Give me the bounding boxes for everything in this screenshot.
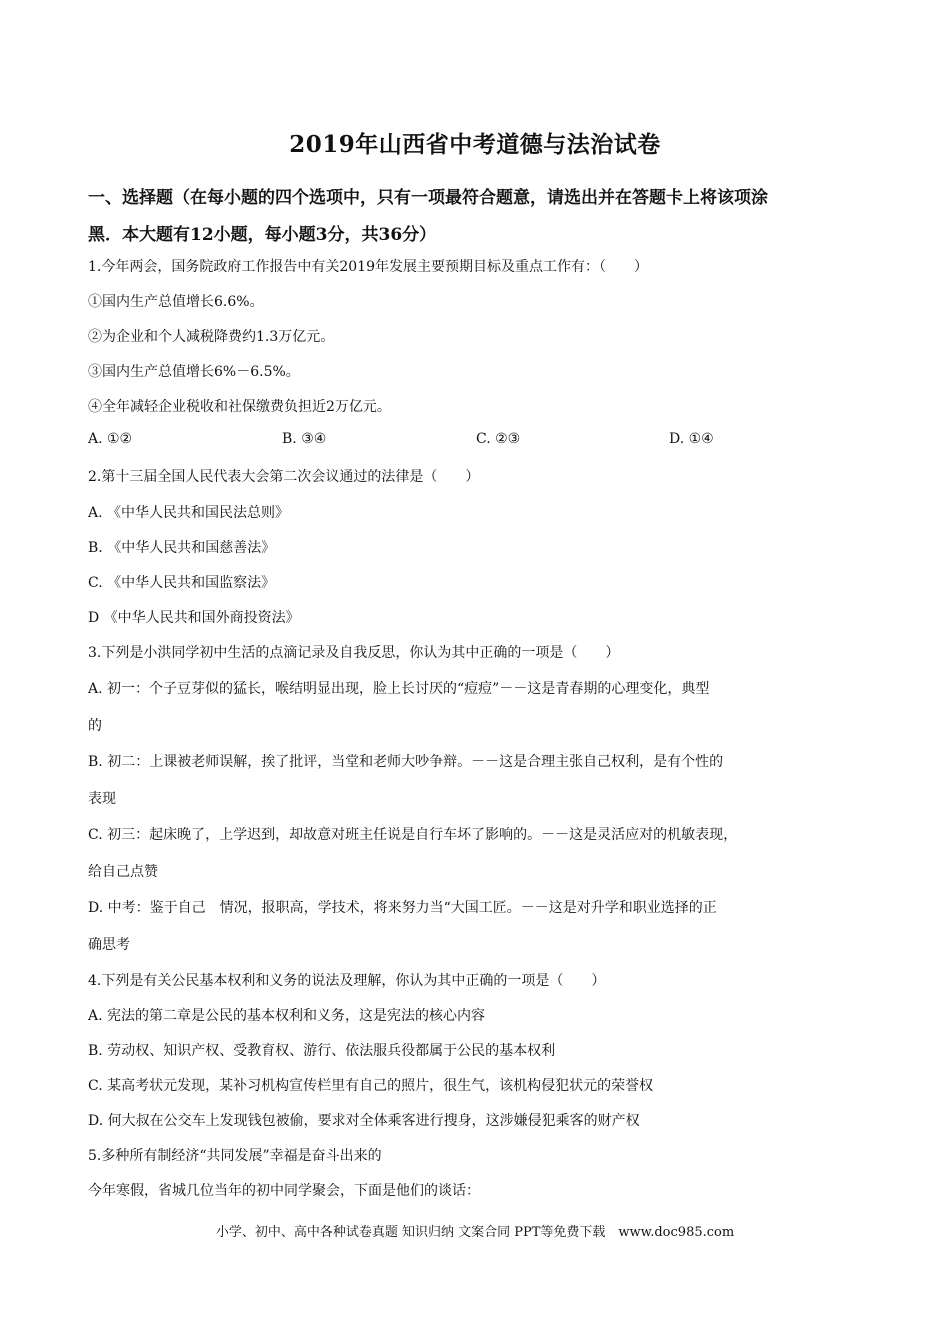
question-1-stem: 1.今年两会，国务院政府工作报告中有关2019年发展主要预期目标及重点工作有：（ ） xyxy=(88,259,648,275)
question-1-options xyxy=(88,431,868,453)
question-3-option-a-cont: 的 xyxy=(88,718,102,734)
question-4-option-c: C. 某高考状元发现，某补习机构宣传栏里有自己的照片，很生气，该机构侵犯状元的荣誉权 xyxy=(88,1078,654,1094)
question-2-option-a: A. 《中华人民共和国民法总则》 xyxy=(88,505,290,521)
question-3-option-c-cont: 给自己点赞 xyxy=(88,864,158,880)
question-3-option-a: A. 初一：个子豆芽似的猛长，喉结明显出现，脸上长讨厌的“痘痘”－－这是青春期的心理变化，典型 xyxy=(88,681,710,697)
question-1-option-d: D. ①④ xyxy=(669,431,714,447)
question-5-intro: 今年寒假，省城几位当年的初中同学聚会，下面是他们的谈话： xyxy=(88,1183,480,1199)
question-1-option-c: C. ②③ xyxy=(476,431,521,447)
question-1-item-2: ②为企业和个人减税降费约1.3万亿元。 xyxy=(88,329,335,345)
question-1-item-1: ①国内生产总值增长6.6%。 xyxy=(88,294,264,310)
question-2-option-c: C. 《中华人民共和国监察法》 xyxy=(88,575,276,591)
question-4-stem: 4.下列是有关公民基本权利和义务的说法及理解，你认为其中正确的一项是（ ） xyxy=(88,973,606,989)
question-2-option-d: D 《中华人民共和国外商投资法》 xyxy=(88,610,300,626)
section-heading-line-1: 一、选择题（在每小题的四个选项中，只有一项最符合题意，请选出并在答题卡上将该项涂 xyxy=(88,188,768,208)
question-2-stem: 2.第十三届全国人民代表大会第二次会议通过的法律是（ ） xyxy=(88,469,480,485)
question-5-stem: 5.多种所有制经济“共同发展”幸福是奋斗出来的 xyxy=(88,1148,382,1164)
section-heading-line-2: 黑．本大题有12小题，每小题3分，共36分） xyxy=(88,225,437,245)
question-1-option-a: A. ①② xyxy=(88,431,133,447)
question-3-option-d: D. 中考：鉴于自己 情况，报职高，学技术，将来努力当“大国工匠。－－这是对升学和职业选择的正 xyxy=(88,900,717,916)
question-3-option-c: C. 初三：起床晚了，上学迟到，却故意对班主任说是自行车坏了影响的。－－这是灵活应对的机敏表现， xyxy=(88,827,738,843)
page-footer: 小学、初中、高中各种试卷真题 知识归纳 文案合同 PPT等免费下载 www.doc985.com xyxy=(215,1225,735,1240)
question-1-item-4: ④全年减轻企业税收和社保缴费负担近2万亿元。 xyxy=(88,399,391,415)
section-heading xyxy=(88,180,868,254)
question-3-stem: 3.下列是小洪同学初中生活的点滴记录及自我反思，你认为其中正确的一项是（ ） xyxy=(88,645,620,661)
question-1-option-b: B. ③④ xyxy=(282,431,327,447)
question-1-item-3: ③国内生产总值增长6%－6.5%。 xyxy=(88,364,300,380)
question-4-option-a: A. 宪法的第二章是公民的基本权利和义务，这是宪法的核心内容 xyxy=(88,1008,486,1024)
question-4-option-b: B. 劳动权、知识产权、受教育权、游行、依法服兵役都属于公民的基本权利 xyxy=(88,1043,556,1059)
question-3-option-b-cont: 表现 xyxy=(88,791,116,807)
page-title: 2019年山西省中考道德与法治试卷 xyxy=(289,131,661,158)
question-2-option-b: B. 《中华人民共和国慈善法》 xyxy=(88,540,276,556)
question-3-option-b: B. 初二：上课被老师误解，挨了批评，当堂和老师大吵争辩。－－这是合理主张自己权利，是有个性的 xyxy=(88,754,724,770)
question-4-option-d: D. 何大叔在公交车上发现钱包被偷，要求对全体乘客进行搜身，这涉嫌侵犯乘客的财产权 xyxy=(88,1113,640,1129)
question-3-option-d-cont: 确思考 xyxy=(88,937,130,953)
